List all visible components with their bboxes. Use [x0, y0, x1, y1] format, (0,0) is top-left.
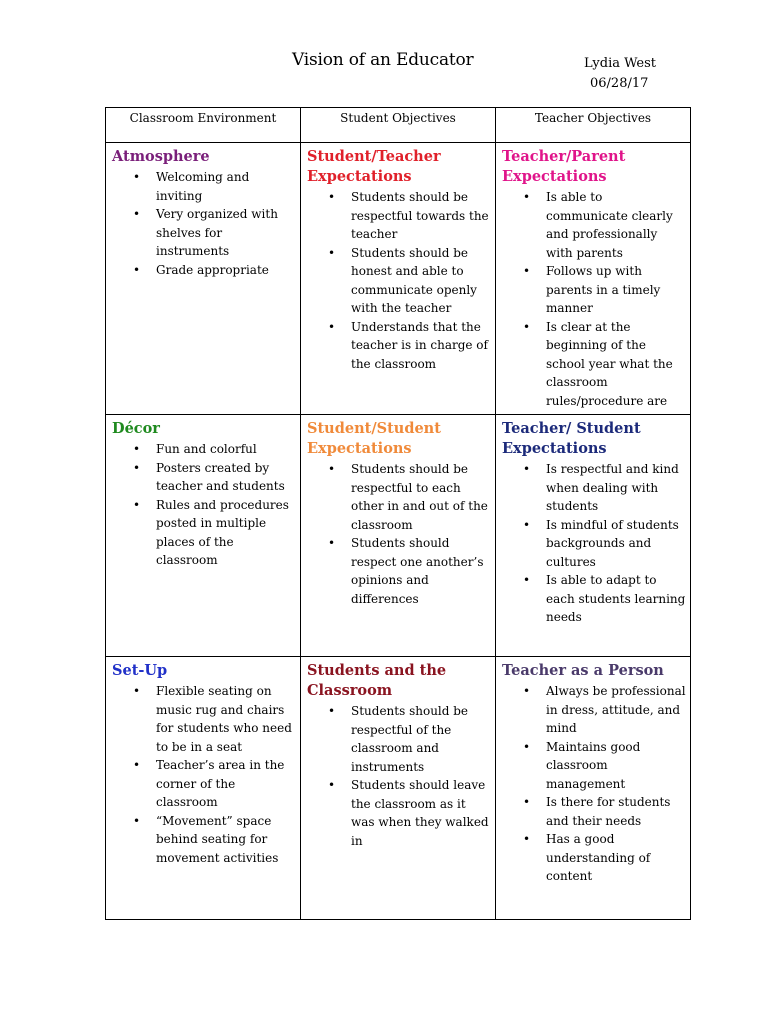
vision-table — [105, 107, 691, 920]
bullet-list — [112, 440, 296, 570]
cell-heading: Atmosphere — [112, 148, 210, 165]
table-header-row — [106, 108, 691, 143]
table-cell — [301, 657, 496, 920]
table-cell — [106, 657, 301, 920]
cell-heading: Students and the Classroom — [307, 662, 447, 699]
bullet-list — [502, 460, 686, 627]
table-cell — [106, 143, 301, 415]
column-header-student-objectives: Student Objectives — [301, 108, 496, 143]
author-name: Lydia West — [584, 56, 657, 71]
table-cell — [496, 143, 691, 415]
bullet-list — [502, 188, 686, 410]
list-item: • Maintains good classroom management — [546, 738, 686, 794]
bullet-list — [112, 682, 296, 867]
column-header-classroom-environment: Classroom Environment — [106, 108, 301, 143]
list-item: • Very organized with shelves for instruments — [156, 205, 296, 261]
table-cell — [301, 143, 496, 415]
list-item: • Always be professional in dress, attitude, and mind — [546, 682, 686, 738]
cell-heading: Set-Up — [112, 662, 168, 679]
author-block — [584, 54, 656, 94]
document-title: Vision of an Educator — [292, 50, 474, 70]
list-item: • “Movement” space behind seating for movement activities — [156, 812, 296, 868]
list-item: • Is there for students and their needs — [546, 793, 686, 830]
list-item: • Teacher’s area in the corner of the classroom — [156, 756, 296, 812]
cell-heading: Student/Teacher Expectations — [307, 148, 441, 185]
bullet-list — [307, 702, 491, 850]
bullet-list — [502, 682, 686, 886]
list-item: • Posters created by teacher and students — [156, 459, 296, 496]
table-row — [106, 143, 691, 415]
cell-heading: Student/Student Expectations — [307, 420, 441, 457]
list-item: • Fun and colorful — [156, 440, 296, 459]
table-cell — [496, 415, 691, 657]
list-item: • Grade appropriate — [156, 261, 296, 280]
cell-heading: Décor — [112, 420, 160, 437]
cell-heading: Teacher/Parent Expectations — [502, 148, 626, 185]
bullet-list — [307, 460, 491, 608]
table-row — [106, 415, 691, 657]
table-cell — [301, 415, 496, 657]
list-item: • Understands that the teacher is in charge of the classroom — [351, 318, 491, 374]
list-item: • Has a good understanding of content — [546, 830, 686, 886]
list-item: • Flexible seating on music rug and chairs for students who need to be in a seat — [156, 682, 296, 756]
list-item: • Students should be respectful to each other in and out of the classroom — [351, 460, 491, 534]
bullet-list — [307, 188, 491, 373]
list-item: • Rules and procedures posted in multiple places of the classroom — [156, 496, 296, 570]
list-item: • Welcoming and inviting — [156, 168, 296, 205]
bullet-list — [112, 168, 296, 279]
table-cell — [106, 415, 301, 657]
list-item: • Is able to adapt to each students learning needs — [546, 571, 686, 627]
list-item: • Is clear at the beginning of the school year what the classroom rules/procedure are — [546, 318, 686, 411]
list-item: • Students should be respectful of the classroom and instruments — [351, 702, 491, 776]
list-item: • Is mindful of students backgrounds and cultures — [546, 516, 686, 572]
list-item: • Is respectful and kind when dealing with students — [546, 460, 686, 516]
list-item: • Students should be honest and able to communicate openly with the teacher — [351, 244, 491, 318]
list-item: • Follows up with parents in a timely manner — [546, 262, 686, 318]
list-item: • Students should be respectful towards the teacher — [351, 188, 491, 244]
column-header-teacher-objectives: Teacher Objectives — [496, 108, 691, 143]
list-item: • Students should leave the classroom as it was when they walked in — [351, 776, 491, 850]
table-cell — [496, 657, 691, 920]
document-date: 06/28/17 — [590, 76, 649, 91]
list-item: • Is able to communicate clearly and professionally with parents — [546, 188, 686, 262]
cell-heading: Teacher/ Student Expectations — [502, 420, 641, 457]
cell-heading: Teacher as a Person — [502, 662, 664, 679]
list-item: • Students should respect one another’s opinions and differences — [351, 534, 491, 608]
table-row — [106, 657, 691, 920]
